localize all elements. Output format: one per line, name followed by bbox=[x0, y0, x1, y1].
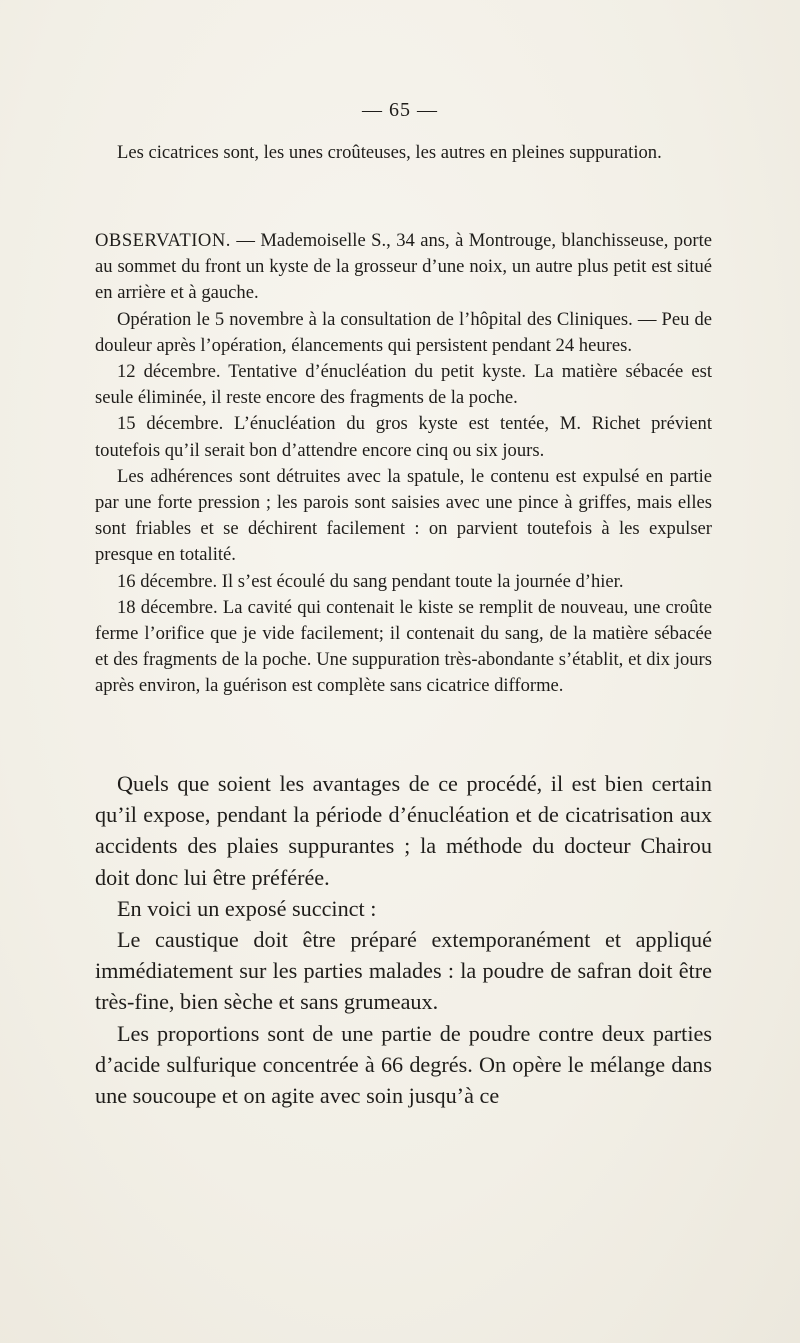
observation-paragraph-3: 12 décembre. Tentative d’énucléation du petit kyste. La matière sébacée est seule éliminée, il reste encore des fragments de la poche. bbox=[95, 361, 712, 409]
observation-section bbox=[95, 228, 712, 700]
observation-paragraph-2: Opération le 5 novembre à la consultation de l’hôpital des Cliniques. — Peu de douleur après l’opération, élancements qui persistent pendant 24 heures. bbox=[95, 308, 712, 356]
body-paragraph-2: En voici un exposé succinct : bbox=[117, 895, 377, 921]
observation-paragraph-1: — Mademoiselle S., 34 ans, à Montrouge, blanchisseuse, porte au sommet du front un kyste de la grosseur d’une noix, un autre plus petit est situé en arrière et à gauche. bbox=[95, 230, 712, 304]
intro-paragraph: Les cicatrices sont, les unes croûteuses, les autres en pleines suppuration. bbox=[117, 142, 662, 163]
page-number: — 65 — bbox=[362, 99, 438, 121]
observation-paragraph-7: 18 décembre. La cavité qui contenait le kiste se remplit de nouveau, une croûte ferme l’orifice que je vide facilement; il contenait du sang, de la matière sébacée et des fragments de la poche. Une suppuration très-abondante s’établit, et dix jours après environ, la guérison est complète sans cicatrice difforme. bbox=[95, 596, 712, 697]
observation-paragraph-5: Les adhérences sont détruites avec la spatule, le contenu est expulsé en partie par une forte pression ; les parois sont saisies avec une pince à griffes, mais elles sont friables et se déchirent facilement : on parvient toutefois à les expulser presque en totalité. bbox=[95, 465, 712, 566]
body-paragraph-3: Le caustique doit être préparé extemporanément et appliqué immédiatement sur les parties malades : la poudre de safran doit être très-fine, bien sèche et sans grumeaux. bbox=[95, 927, 712, 1015]
body-paragraph-1: Quels que soient les avantages de ce procédé, il est bien certain qu’il expose, pendant la période d’énucléation et de cicatrisation aux accidents des plaies suppurantes ; la méthode du docteur Chairou doit donc lui être préférée. bbox=[95, 771, 712, 890]
intro-section bbox=[95, 140, 712, 166]
observation-paragraph-6: 16 décembre. Il s’est écoulé du sang pendant toute la journée d’hier. bbox=[117, 570, 624, 592]
main-text-section bbox=[95, 768, 712, 1111]
body-paragraph-4: Les proportions sont de une partie de poudre contre deux parties d’acide sulfurique concentrée à 66 degrés. On opère le mélange dans une soucoupe et on agite avec soin jusqu’à ce bbox=[95, 1020, 712, 1109]
observation-heading: OBSERVATION. bbox=[95, 230, 231, 251]
observation-paragraph-4: 15 décembre. L’énucléation du gros kyste est tentée, M. Richet prévient toutefois qu’il serait bon d’attendre encore cinq ou six jours. bbox=[95, 413, 712, 461]
observation-first-paragraph bbox=[95, 228, 712, 307]
